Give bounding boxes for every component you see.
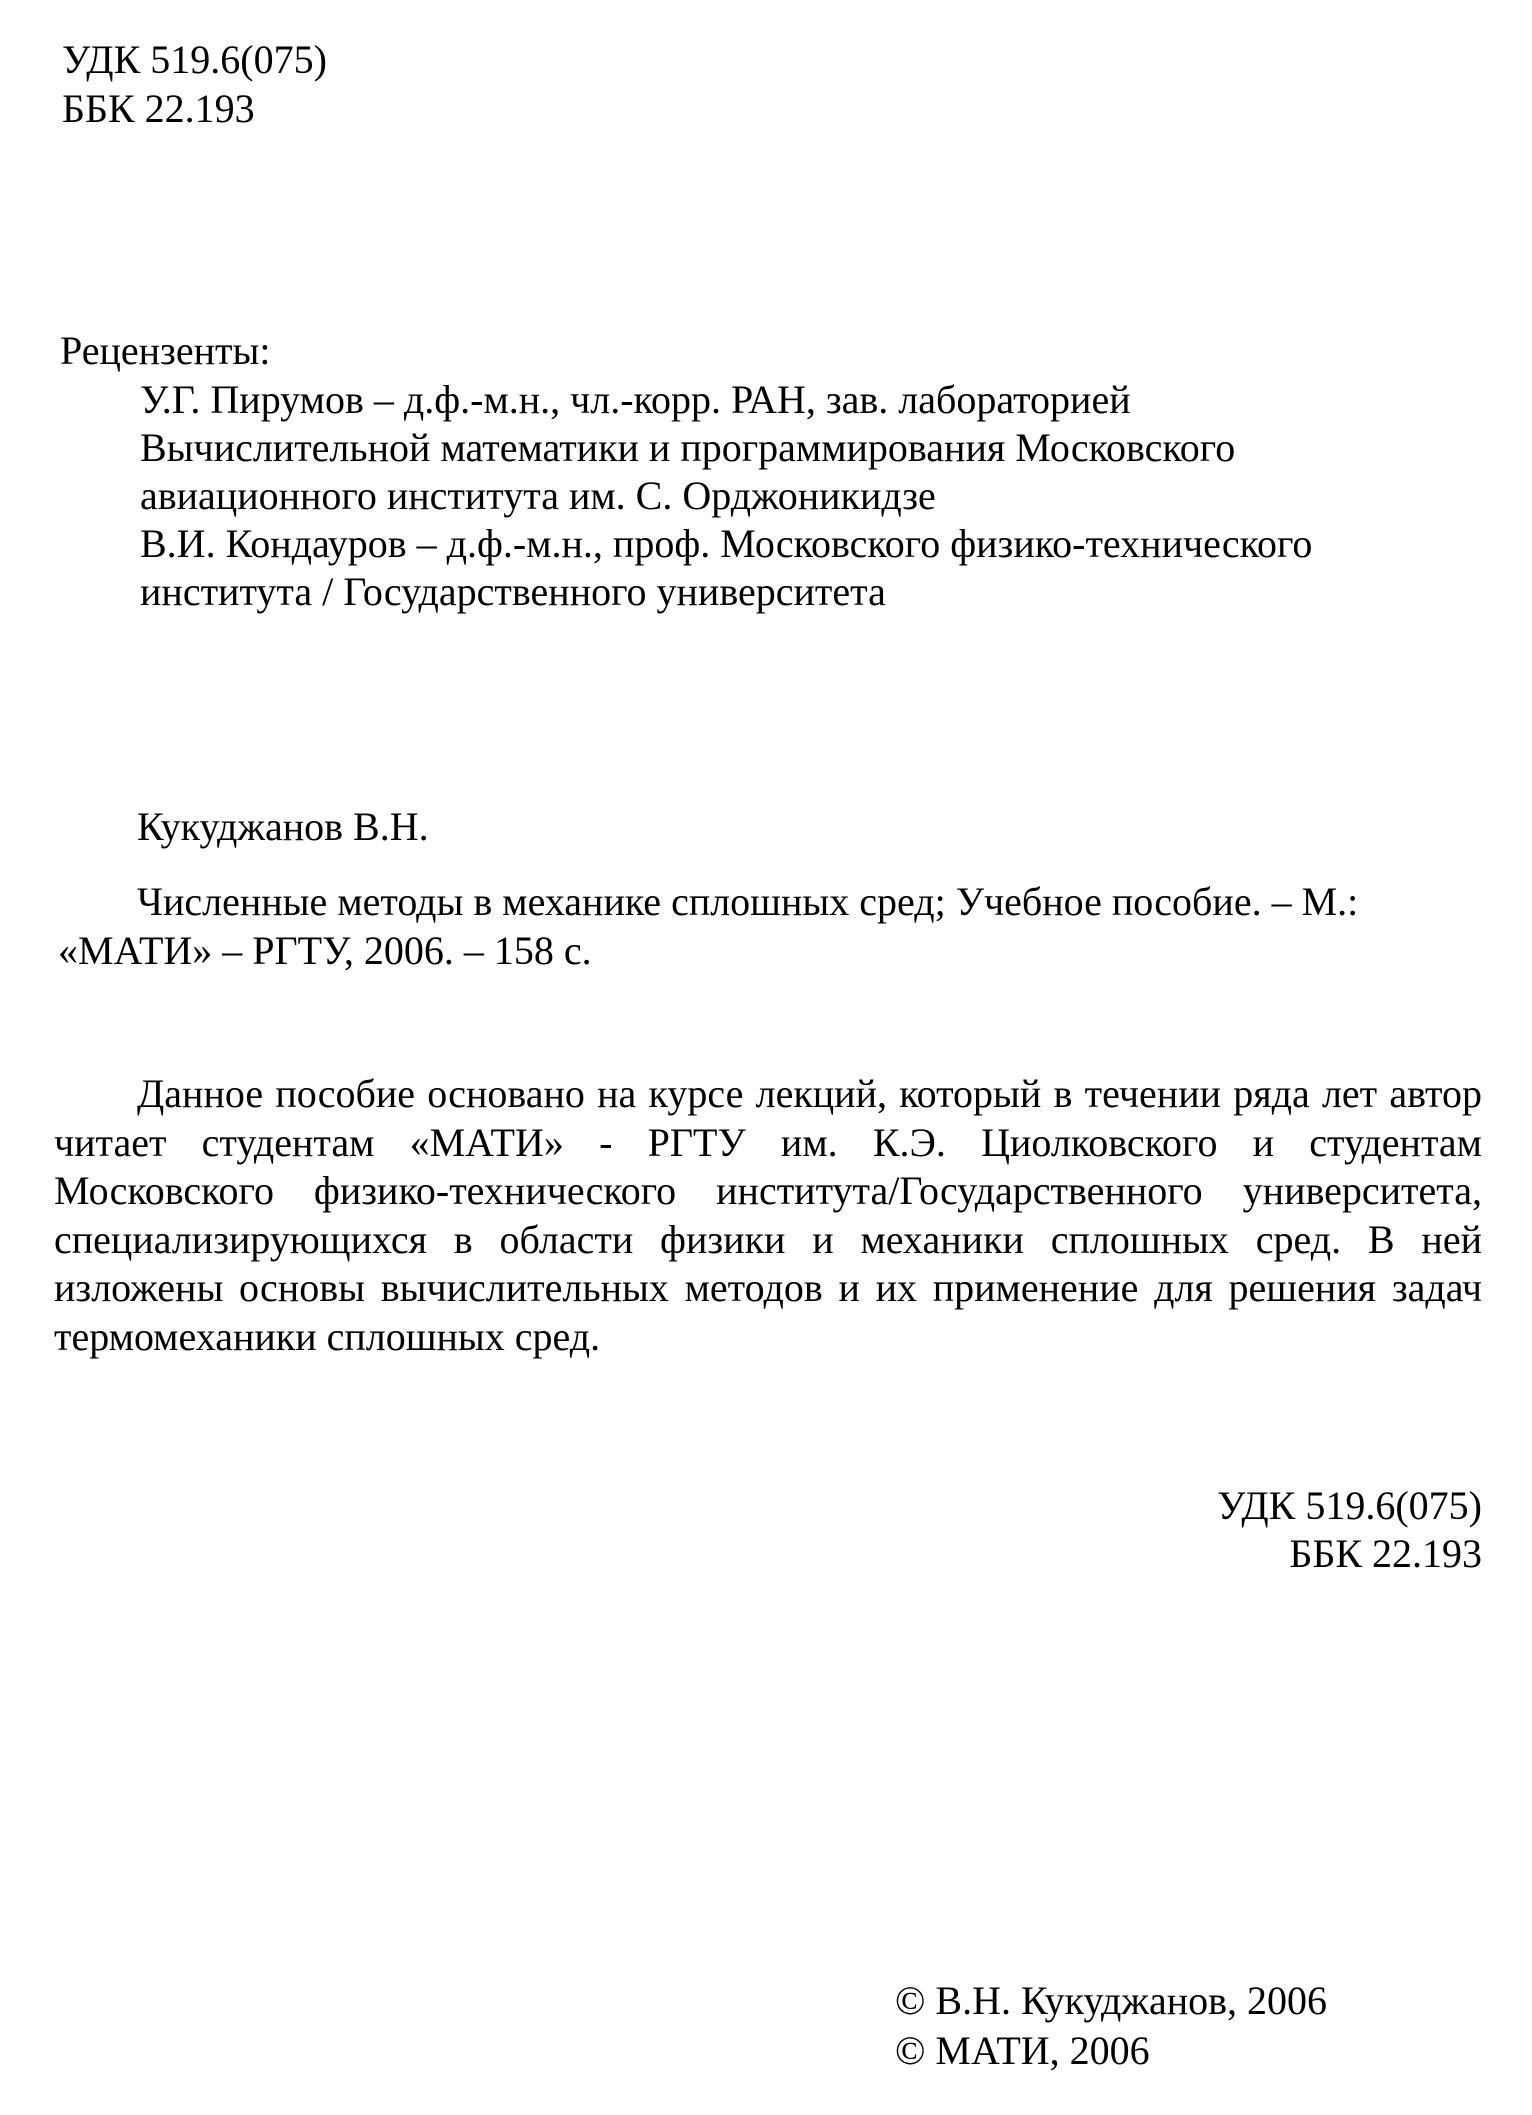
reviewers-heading: Рецензенты: (60, 328, 271, 373)
copyright-author: © В.Н. Кукуджанов, 2006 (895, 1978, 1328, 2023)
reviewer-line: института / Государственного университета (140, 569, 886, 614)
header-udk: УДК 519.6(075) (62, 37, 327, 82)
bibliography-author: Кукуджанов В.Н. (137, 804, 429, 849)
reviewer-line: У.Г. Пирумов – д.ф.-м.н., чл.-корр. РАН, зав. лабораторией (140, 377, 1131, 422)
bibliography-title-line: Численные методы в механике сплошных сред; Учебное пособие. – М.: (137, 879, 1359, 924)
header-bbk: ББК 22.193 (62, 86, 255, 131)
reviewer-line: авиационного института им. С. Орджоникидзе (140, 473, 936, 518)
copyright-publisher: © МАТИ, 2006 (895, 2028, 1150, 2073)
classification-bbk: ББК 22.193 (1289, 1531, 1482, 1576)
reviewer-line: Вычислительной математики и программирования Московского (140, 425, 1236, 470)
bibliography-publisher-line: «МАТИ» – РГТУ, 2006. – 158 с. (58, 928, 592, 973)
reviewer-line: В.И. Кондауров – д.ф.-м.н., проф. Московского физико-технического (140, 521, 1313, 566)
abstract-paragraph: Данное пособие основано на курсе лекций, который в течении ряда лет автор читает студентам «МАТИ» - РГТУ им. К.Э. Циолковского и студентам Московского физико-технического института/Государственного университета, специализирующихся в области физики и механики сплошных сред. В ней изложены основы вычислительных методов и их применение для решения задач термомеханики сплошных сред. (54, 1071, 1482, 1359)
classification-block (1217, 1482, 1482, 1578)
classification-udk: УДК 519.6(075) (1217, 1483, 1482, 1528)
copyright-block (895, 1976, 1327, 2076)
